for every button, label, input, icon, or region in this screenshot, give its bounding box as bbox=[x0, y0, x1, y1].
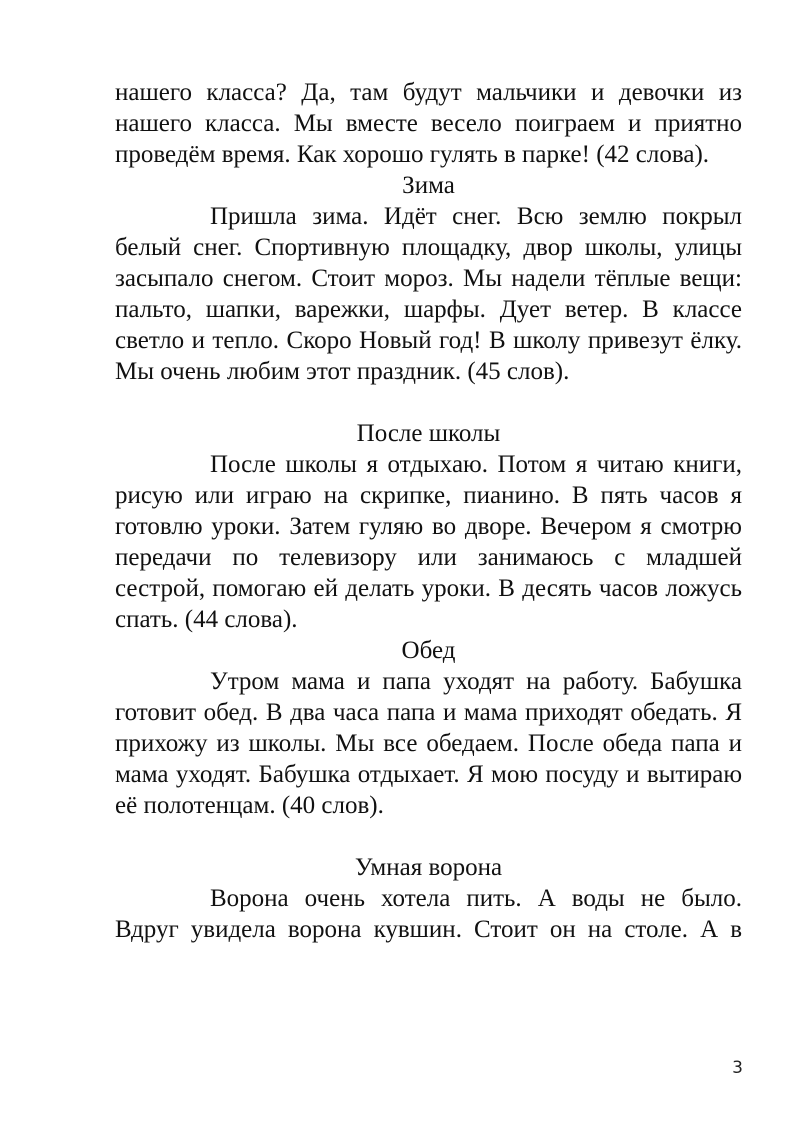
crow-paragraph: Ворона очень хотела пить. А воды не было. Вдруг увидела ворона кувшин. Стоит он на столе. А в bbox=[115, 885, 742, 943]
section-gap bbox=[115, 387, 742, 418]
after-school-paragraph: После школы я отдыхаю. Потом я читаю книги, рисую или играю на скрипке, пианино. В пять часов я готовлю уроки. Затем гуляю во дворе. Вечером я смотрю передачи по телевизору или занимаюсь с младшей сестрой, помогаю ей делать уроки. В десять часов ложусь спать. (44 слова). bbox=[115, 451, 742, 633]
lunch-paragraph: Утром мама и папа уходят на работу. Бабушка готовит обед. В два часа папа и мама приходят обедать. Я прихожу из школы. Мы все обедаем. После обеда папа и мама уходят. Бабушка отдыхает. Я мою посуду и вытираю её полотенцам. (40 слов). bbox=[115, 668, 742, 819]
section-gap bbox=[115, 821, 742, 852]
winter-title: Зима bbox=[402, 172, 455, 199]
after-school-title: После школы bbox=[356, 420, 501, 447]
intro-tail-paragraph: нашего класса? Да, там будут мальчики и девочки из нашего класса. Мы вместе весело поиграем и приятно проведём время. Как хорошо гулять в парке! (42 слова). bbox=[115, 79, 742, 168]
page-number: 3 bbox=[732, 1058, 743, 1078]
document-page bbox=[115, 77, 742, 945]
winter-paragraph: Пришла зима. Идёт снег. Всю землю покрыл белый снег. Спортивную площадку, двор школы, улицы засыпало снегом. Стоит мороз. Мы надели тёплые вещи: пальто, шапки, варежки, шарфы. Дует ветер. В классе светло и тепло. Скоро Новый год! В школу привезут ёлку. Мы очень любим этот праздник. (45 слов). bbox=[115, 203, 742, 385]
crow-title: Умная ворона bbox=[354, 854, 503, 881]
lunch-title: Обед bbox=[401, 637, 456, 664]
